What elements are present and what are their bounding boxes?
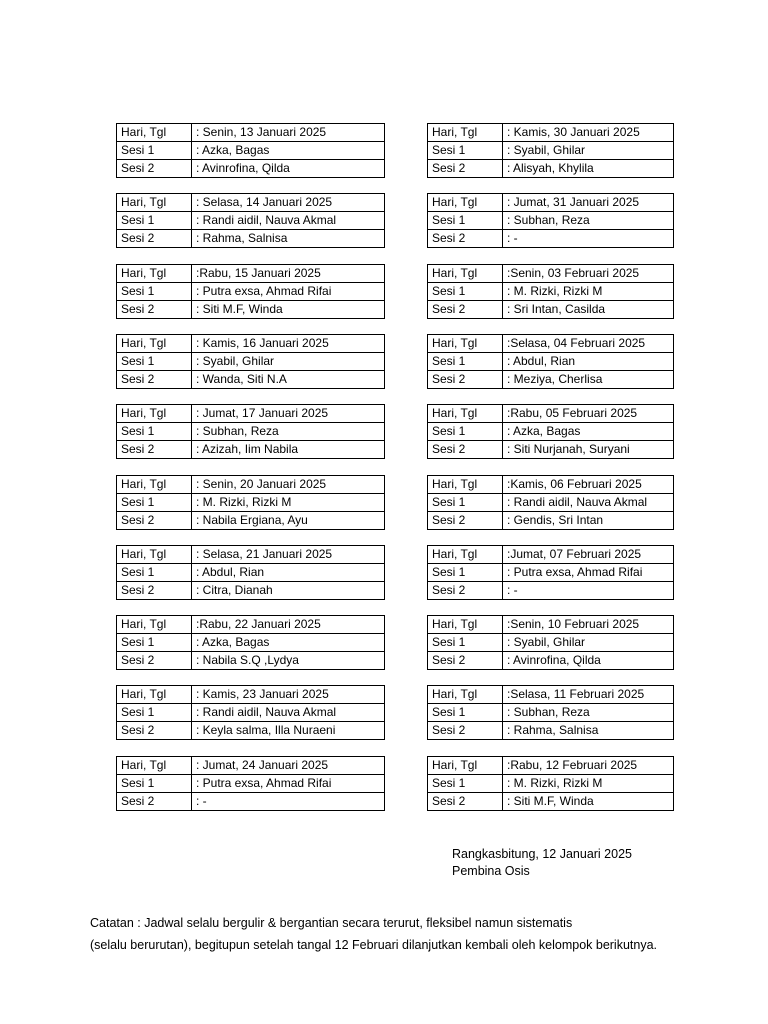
row-value-s2: : Sri Intan, Casilda bbox=[503, 301, 674, 319]
row-label-s1: Sesi 1 bbox=[428, 494, 503, 512]
row-label-s2: Sesi 2 bbox=[428, 722, 503, 740]
schedule-row-s1 bbox=[428, 353, 674, 371]
row-label-s2: Sesi 2 bbox=[117, 301, 192, 319]
schedule-row-s1 bbox=[117, 494, 385, 512]
row-label-s2: Sesi 2 bbox=[117, 230, 192, 248]
row-value-date: : Jumat, 17 Januari 2025 bbox=[192, 405, 385, 423]
schedule-table-left-6 bbox=[116, 475, 385, 530]
schedule-table-right-6 bbox=[427, 475, 674, 530]
schedule-row-s1 bbox=[428, 634, 674, 652]
row-label-date: Hari, Tgl bbox=[428, 757, 503, 775]
row-label-s2: Sesi 2 bbox=[428, 230, 503, 248]
row-value-s2: : Siti M.F, Winda bbox=[192, 301, 385, 319]
row-value-s1: : Randi aidil, Nauva Akmal bbox=[192, 704, 385, 722]
row-value-s1: : M. Rizki, Rizki M bbox=[503, 775, 674, 793]
schedule-table-left-8 bbox=[116, 615, 385, 670]
row-label-s1: Sesi 1 bbox=[428, 704, 503, 722]
row-value-date: :Selasa, 11 Februari 2025 bbox=[503, 686, 674, 704]
schedule-row-s1 bbox=[428, 704, 674, 722]
schedule-row-s2 bbox=[428, 652, 674, 670]
schedule-row-date bbox=[428, 194, 674, 212]
row-label-s1: Sesi 1 bbox=[117, 775, 192, 793]
row-value-date: :Kamis, 06 Februari 2025 bbox=[503, 476, 674, 494]
schedule-row-s2 bbox=[428, 512, 674, 530]
note-line-1: Catatan : Jadwal selalu bergulir & bergantian secara terurut, fleksibel namun sistematis bbox=[90, 916, 573, 930]
row-value-s1: : Randi aidil, Nauva Akmal bbox=[503, 494, 674, 512]
schedule-row-s1 bbox=[428, 142, 674, 160]
schedule-table-left-5 bbox=[116, 404, 385, 459]
row-value-s2: : - bbox=[503, 230, 674, 248]
row-label-s2: Sesi 2 bbox=[117, 652, 192, 670]
row-label-date: Hari, Tgl bbox=[117, 546, 192, 564]
row-label-s1: Sesi 1 bbox=[428, 212, 503, 230]
schedule-row-s2 bbox=[428, 582, 674, 600]
schedule-row-date bbox=[428, 546, 674, 564]
row-label-date: Hari, Tgl bbox=[428, 335, 503, 353]
row-label-s2: Sesi 2 bbox=[428, 301, 503, 319]
row-label-date: Hari, Tgl bbox=[428, 546, 503, 564]
schedule-table-right-9 bbox=[427, 685, 674, 740]
schedule-row-s1 bbox=[428, 494, 674, 512]
schedule-table-right-3 bbox=[427, 264, 674, 319]
row-value-s2: : Citra, Dianah bbox=[192, 582, 385, 600]
row-value-s2: : - bbox=[192, 793, 385, 811]
schedule-row-s2 bbox=[428, 230, 674, 248]
schedule-table-left-1 bbox=[116, 123, 385, 178]
schedule-table-right-2 bbox=[427, 193, 674, 248]
schedule-row-date bbox=[117, 616, 385, 634]
schedule-row-s2 bbox=[117, 652, 385, 670]
row-label-s2: Sesi 2 bbox=[117, 793, 192, 811]
schedule-row-s1 bbox=[117, 634, 385, 652]
row-label-s1: Sesi 1 bbox=[117, 494, 192, 512]
schedule-row-s2 bbox=[117, 793, 385, 811]
row-value-s1: : M. Rizki, Rizki M bbox=[192, 494, 385, 512]
row-label-s1: Sesi 1 bbox=[428, 775, 503, 793]
schedule-row-date bbox=[428, 124, 674, 142]
schedule-row-date bbox=[428, 476, 674, 494]
schedule-row-s2 bbox=[117, 301, 385, 319]
schedule-row-s1 bbox=[117, 353, 385, 371]
row-label-date: Hari, Tgl bbox=[428, 616, 503, 634]
row-value-s1: : Subhan, Reza bbox=[503, 704, 674, 722]
schedule-row-s2 bbox=[428, 371, 674, 389]
row-value-date: : Senin, 13 Januari 2025 bbox=[192, 124, 385, 142]
row-value-date: : Selasa, 21 Januari 2025 bbox=[192, 546, 385, 564]
schedule-row-date bbox=[117, 194, 385, 212]
row-value-s1: : Subhan, Reza bbox=[192, 423, 385, 441]
row-value-s2: : Rahma, Salnisa bbox=[503, 722, 674, 740]
schedule-table-right-5 bbox=[427, 404, 674, 459]
schedule-row-s1 bbox=[428, 212, 674, 230]
schedule-row-s2 bbox=[117, 441, 385, 459]
row-value-s2: : Alisyah, Khylila bbox=[503, 160, 674, 178]
row-value-s2: : Rahma, Salnisa bbox=[192, 230, 385, 248]
row-label-s1: Sesi 1 bbox=[117, 142, 192, 160]
schedule-row-s2 bbox=[117, 371, 385, 389]
schedule-table-right-7 bbox=[427, 545, 674, 600]
row-value-date: : Senin, 20 Januari 2025 bbox=[192, 476, 385, 494]
row-value-s2: : Wanda, Siti N.A bbox=[192, 371, 385, 389]
row-label-s2: Sesi 2 bbox=[428, 793, 503, 811]
row-value-date: :Senin, 10 Februari 2025 bbox=[503, 616, 674, 634]
row-value-s2: : Avinrofina, Qilda bbox=[192, 160, 385, 178]
row-value-s2: : Gendis, Sri Intan bbox=[503, 512, 674, 530]
schedule-table-left-10 bbox=[116, 756, 385, 811]
row-label-s1: Sesi 1 bbox=[117, 564, 192, 582]
schedule-table-left-7 bbox=[116, 545, 385, 600]
row-label-date: Hari, Tgl bbox=[117, 757, 192, 775]
row-label-s2: Sesi 2 bbox=[117, 371, 192, 389]
schedule-table-right-10 bbox=[427, 756, 674, 811]
schedule-row-s1 bbox=[428, 283, 674, 301]
row-label-date: Hari, Tgl bbox=[428, 265, 503, 283]
schedule-table-right-8 bbox=[427, 615, 674, 670]
schedule-row-date bbox=[117, 335, 385, 353]
row-label-s2: Sesi 2 bbox=[117, 722, 192, 740]
row-value-date: : Kamis, 23 Januari 2025 bbox=[192, 686, 385, 704]
row-value-date: :Rabu, 05 Februari 2025 bbox=[503, 405, 674, 423]
row-label-s1: Sesi 1 bbox=[117, 634, 192, 652]
row-label-s2: Sesi 2 bbox=[428, 652, 503, 670]
row-label-date: Hari, Tgl bbox=[117, 476, 192, 494]
row-value-date: : Jumat, 31 Januari 2025 bbox=[503, 194, 674, 212]
row-label-s2: Sesi 2 bbox=[428, 371, 503, 389]
row-value-date: : Jumat, 24 Januari 2025 bbox=[192, 757, 385, 775]
row-label-date: Hari, Tgl bbox=[428, 194, 503, 212]
signature-block bbox=[452, 846, 632, 880]
schedule-row-date bbox=[428, 335, 674, 353]
row-value-s1: : Abdul, Rian bbox=[192, 564, 385, 582]
row-value-s2: : Avinrofina, Qilda bbox=[503, 652, 674, 670]
schedule-row-date bbox=[428, 616, 674, 634]
schedule-row-s2 bbox=[117, 582, 385, 600]
schedule-table-left-4 bbox=[116, 334, 385, 389]
signature-role: Pembina Osis bbox=[452, 864, 530, 878]
schedule-row-date bbox=[117, 124, 385, 142]
row-value-date: :Rabu, 12 Februari 2025 bbox=[503, 757, 674, 775]
schedule-row-s1 bbox=[117, 142, 385, 160]
schedule-row-date bbox=[428, 265, 674, 283]
note-line-2: (selalu berurutan), begitupun setelah tangal 12 Februari dilanjutkan kembali oleh kelompok berikutnya. bbox=[90, 938, 658, 952]
schedule-table-left-9 bbox=[116, 685, 385, 740]
row-label-s1: Sesi 1 bbox=[117, 283, 192, 301]
row-label-s1: Sesi 1 bbox=[428, 423, 503, 441]
row-value-s2: : Nabila Ergiana, Ayu bbox=[192, 512, 385, 530]
row-label-date: Hari, Tgl bbox=[117, 686, 192, 704]
row-label-date: Hari, Tgl bbox=[428, 124, 503, 142]
schedule-row-date bbox=[428, 405, 674, 423]
schedule-row-s2 bbox=[428, 793, 674, 811]
row-value-s2: : Azizah, Iim Nabila bbox=[192, 441, 385, 459]
schedule-row-s1 bbox=[117, 283, 385, 301]
schedule-row-date bbox=[428, 757, 674, 775]
row-value-s2: : Nabila S.Q ,Lydya bbox=[192, 652, 385, 670]
schedule-row-s1 bbox=[117, 704, 385, 722]
row-label-s1: Sesi 1 bbox=[117, 212, 192, 230]
schedule-row-date bbox=[117, 405, 385, 423]
row-value-date: : Kamis, 16 Januari 2025 bbox=[192, 335, 385, 353]
row-value-s2: : Meziya, Cherlisa bbox=[503, 371, 674, 389]
schedule-row-s2 bbox=[428, 160, 674, 178]
row-value-s2: : Keyla salma, Illa Nuraeni bbox=[192, 722, 385, 740]
row-value-s2: : Siti Nurjanah, Suryani bbox=[503, 441, 674, 459]
row-label-s2: Sesi 2 bbox=[117, 441, 192, 459]
row-label-date: Hari, Tgl bbox=[117, 405, 192, 423]
schedule-row-s2 bbox=[117, 722, 385, 740]
row-label-date: Hari, Tgl bbox=[117, 194, 192, 212]
schedule-row-s1 bbox=[428, 564, 674, 582]
schedule-row-date bbox=[117, 686, 385, 704]
row-label-s2: Sesi 2 bbox=[117, 512, 192, 530]
row-value-s1: : Syabil, Ghilar bbox=[192, 353, 385, 371]
row-value-date: :Rabu, 15 Januari 2025 bbox=[192, 265, 385, 283]
schedule-row-s2 bbox=[428, 441, 674, 459]
row-label-s1: Sesi 1 bbox=[117, 704, 192, 722]
schedule-row-date bbox=[117, 265, 385, 283]
schedule-table-left-2 bbox=[116, 193, 385, 248]
row-value-s1: : Subhan, Reza bbox=[503, 212, 674, 230]
row-value-s2: : - bbox=[503, 582, 674, 600]
row-label-date: Hari, Tgl bbox=[428, 405, 503, 423]
row-value-s1: : Putra exsa, Ahmad Rifai bbox=[192, 775, 385, 793]
schedule-table-right-1 bbox=[427, 123, 674, 178]
row-label-s1: Sesi 1 bbox=[428, 142, 503, 160]
schedule-row-s2 bbox=[117, 230, 385, 248]
row-label-s1: Sesi 1 bbox=[428, 634, 503, 652]
row-label-s2: Sesi 2 bbox=[117, 582, 192, 600]
row-value-s1: : Azka, Bagas bbox=[503, 423, 674, 441]
schedule-row-date bbox=[117, 546, 385, 564]
row-value-date: :Rabu, 22 Januari 2025 bbox=[192, 616, 385, 634]
schedule-row-s2 bbox=[117, 512, 385, 530]
row-value-date: : Selasa, 14 Januari 2025 bbox=[192, 194, 385, 212]
row-label-date: Hari, Tgl bbox=[428, 476, 503, 494]
row-label-date: Hari, Tgl bbox=[428, 686, 503, 704]
row-label-s2: Sesi 2 bbox=[428, 441, 503, 459]
row-value-s1: : Abdul, Rian bbox=[503, 353, 674, 371]
row-label-s1: Sesi 1 bbox=[428, 353, 503, 371]
row-label-s1: Sesi 1 bbox=[428, 283, 503, 301]
signature-place-date: Rangkasbitung, 12 Januari 2025 bbox=[452, 847, 632, 861]
schedule-row-s1 bbox=[428, 423, 674, 441]
schedule-row-s1 bbox=[428, 775, 674, 793]
schedule-row-s2 bbox=[117, 160, 385, 178]
schedule-row-s1 bbox=[117, 564, 385, 582]
row-value-s1: : Syabil, Ghilar bbox=[503, 142, 674, 160]
schedule-row-date bbox=[117, 757, 385, 775]
row-value-date: :Senin, 03 Februari 2025 bbox=[503, 265, 674, 283]
row-label-date: Hari, Tgl bbox=[117, 124, 192, 142]
row-label-s1: Sesi 1 bbox=[428, 564, 503, 582]
schedule-row-date bbox=[117, 476, 385, 494]
row-value-s1: : Azka, Bagas bbox=[192, 142, 385, 160]
row-label-date: Hari, Tgl bbox=[117, 616, 192, 634]
row-label-s2: Sesi 2 bbox=[428, 582, 503, 600]
row-value-s1: : M. Rizki, Rizki M bbox=[503, 283, 674, 301]
row-value-date: :Selasa, 04 Februari 2025 bbox=[503, 335, 674, 353]
row-value-s1: : Putra exsa, Ahmad Rifai bbox=[503, 564, 674, 582]
row-value-s1: : Azka, Bagas bbox=[192, 634, 385, 652]
row-value-s1: : Putra exsa, Ahmad Rifai bbox=[192, 283, 385, 301]
schedule-row-s2 bbox=[428, 722, 674, 740]
row-label-s1: Sesi 1 bbox=[117, 353, 192, 371]
schedule-table-left-3 bbox=[116, 264, 385, 319]
row-label-date: Hari, Tgl bbox=[117, 335, 192, 353]
schedule-table-right-4 bbox=[427, 334, 674, 389]
schedule-row-date bbox=[428, 686, 674, 704]
row-label-date: Hari, Tgl bbox=[117, 265, 192, 283]
row-value-s1: : Randi aidil, Nauva Akmal bbox=[192, 212, 385, 230]
row-label-s2: Sesi 2 bbox=[428, 512, 503, 530]
note-paragraph bbox=[90, 912, 760, 956]
schedule-row-s1 bbox=[117, 775, 385, 793]
row-value-s1: : Syabil, Ghilar bbox=[503, 634, 674, 652]
row-label-s2: Sesi 2 bbox=[117, 160, 192, 178]
row-value-date: :Jumat, 07 Februari 2025 bbox=[503, 546, 674, 564]
row-label-s2: Sesi 2 bbox=[428, 160, 503, 178]
row-value-s2: : Siti M.F, Winda bbox=[503, 793, 674, 811]
schedule-row-s1 bbox=[117, 423, 385, 441]
row-value-date: : Kamis, 30 Januari 2025 bbox=[503, 124, 674, 142]
schedule-row-s2 bbox=[428, 301, 674, 319]
schedule-row-s1 bbox=[117, 212, 385, 230]
row-label-s1: Sesi 1 bbox=[117, 423, 192, 441]
